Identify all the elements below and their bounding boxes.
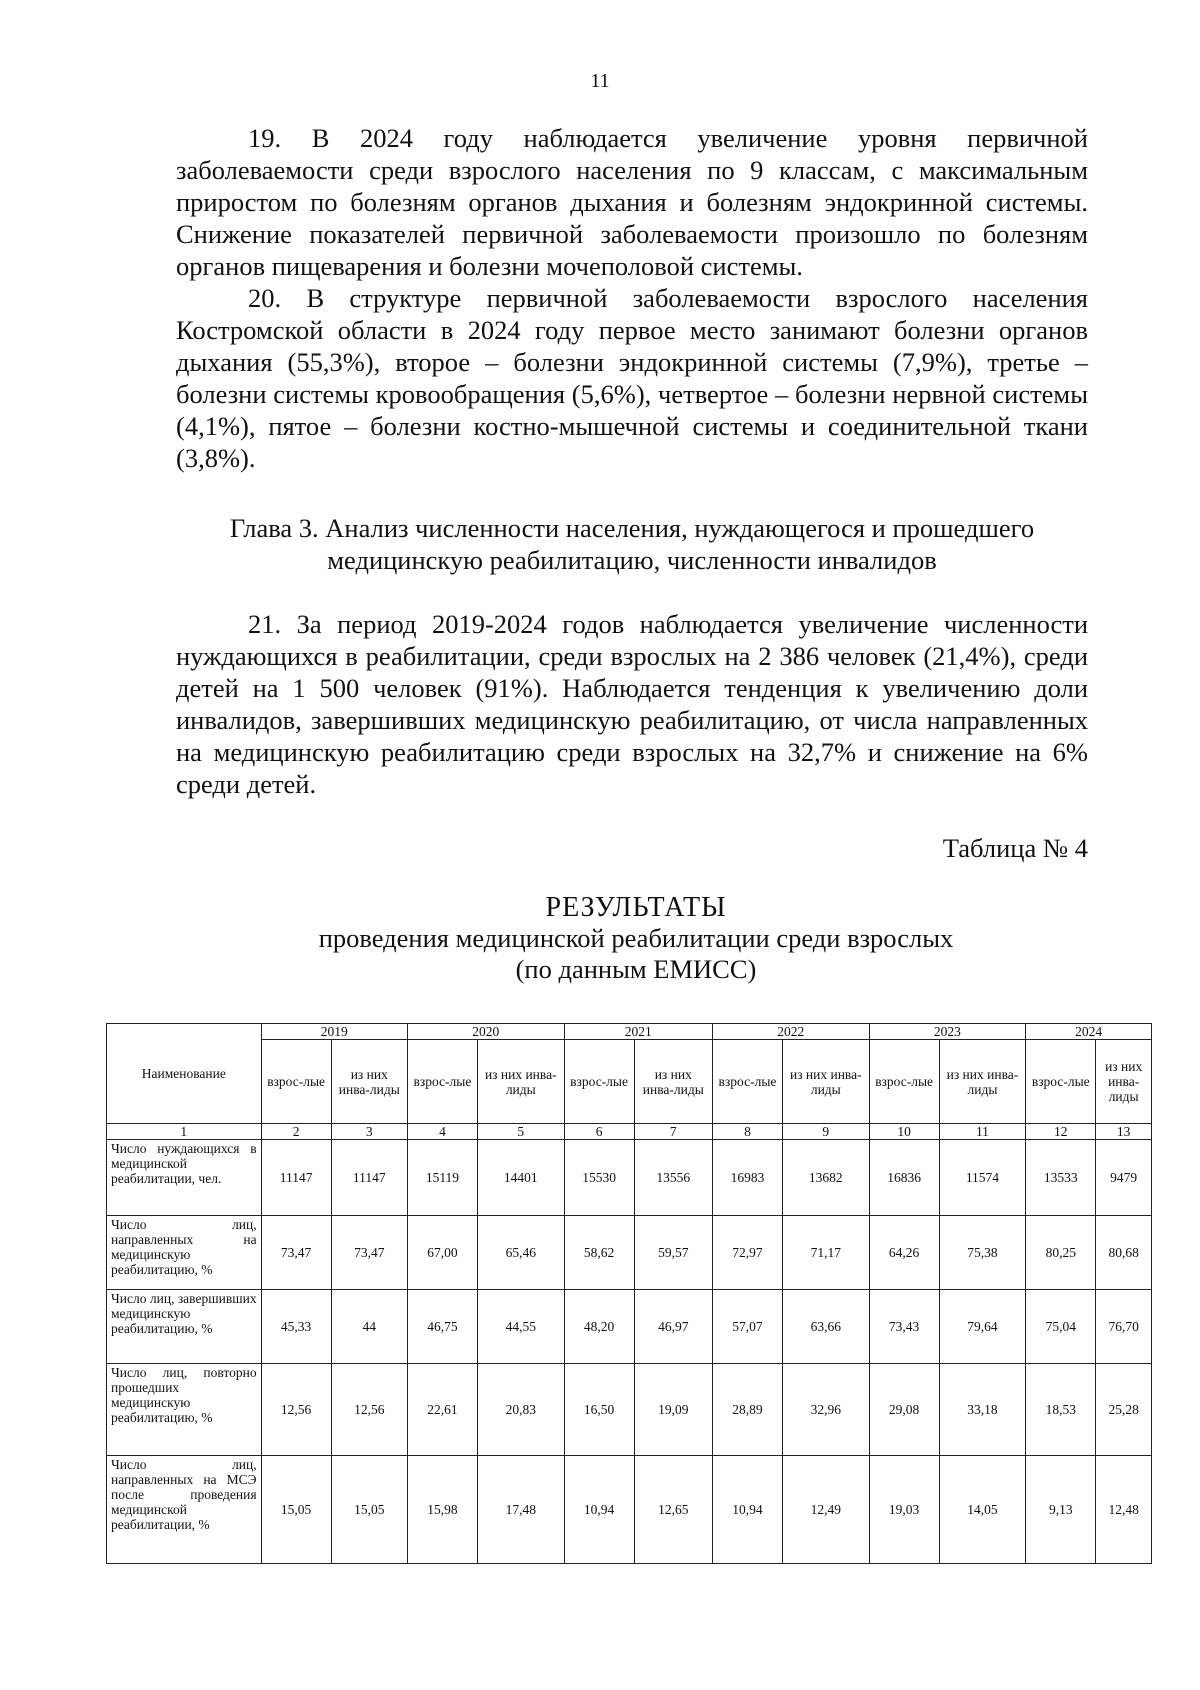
table-cell: 44 [331,1290,407,1364]
table-cell: 19,09 [634,1364,712,1456]
table-cell: 12,56 [331,1364,407,1456]
table-subheader-adults: взрос-лые [1026,1040,1096,1124]
table-cell: 9479 [1096,1140,1152,1216]
column-number: 11 [939,1124,1026,1140]
table-cell: 64,26 [869,1216,939,1290]
table-cell: 58,62 [564,1216,634,1290]
table-row [107,1216,1152,1290]
table-cell: 33,18 [939,1364,1026,1456]
table-cell: 15530 [564,1140,634,1216]
table-cell: 11574 [939,1140,1026,1216]
paragraphs-block-2 [176,608,1088,800]
row-name: Число лиц, направленных на медицинскую реабилитацию, % [107,1216,262,1290]
table-cell: 72,97 [712,1216,782,1290]
row-name: Число лиц, завершивших медицинскую реабилитацию, % [107,1290,262,1364]
column-number: 10 [869,1124,939,1140]
row-name: Число лиц, повторно прошедших медицинскую реабилитацию, % [107,1364,262,1456]
table-subheader-adults: взрос-лые [712,1040,782,1124]
column-number: 5 [477,1124,564,1140]
table-cell: 16836 [869,1140,939,1216]
table-cell: 15,05 [261,1456,331,1564]
results-table [106,1023,1152,1564]
table-cell: 28,89 [712,1364,782,1456]
table-header-year: 2022 [712,1024,869,1040]
table-subheader-adults: взрос-лые [261,1040,331,1124]
table-cell: 73,43 [869,1290,939,1364]
table-cell: 79,64 [939,1290,1026,1364]
table-label: Таблица № 4 [942,833,1088,863]
column-number: 2 [261,1124,331,1140]
table-subheader-row [107,1040,1152,1124]
table-cell: 19,03 [869,1456,939,1564]
table-cell: 67,00 [407,1216,477,1290]
table-header-year: 2024 [1026,1024,1152,1040]
table-subheader-disabled: из них инва-лиды [1096,1040,1152,1124]
table-header-year: 2023 [869,1024,1026,1040]
table-header-year: 2021 [564,1024,712,1040]
table-cell: 29,08 [869,1364,939,1456]
table-cell: 63,66 [783,1290,870,1364]
table-cell: 15,98 [407,1456,477,1564]
table-cell: 71,17 [783,1216,870,1290]
column-number: 12 [1026,1124,1096,1140]
table-cell: 14401 [477,1140,564,1216]
table-cell: 16983 [712,1140,782,1216]
column-number: 1 [107,1124,262,1140]
paragraph-21: 21. За период 2019-2024 годов наблюдается увеличение численности нуждающихся в реабилитации, среди взрослых на 2 386 человек (21,4%), среди детей на 1 500 человек (91%). Наблюдается тенденция к увеличению доли инвалидов, завершивших медицинскую реабилитацию, от числа направленных на медицинскую реабилитацию среди взрослых на 32,7% и снижение на 6% среди детей. [176,609,1088,799]
table-cell: 75,38 [939,1216,1026,1290]
table-subheader-disabled: из них инва-лиды [939,1040,1026,1124]
table-cell: 73,47 [261,1216,331,1290]
table-cell: 45,33 [261,1290,331,1364]
table-caption-line-1: проведения медицинской реабилитации среди взрослых [318,923,954,953]
table-cell: 14,05 [939,1456,1026,1564]
column-number: 9 [783,1124,870,1140]
column-number: 8 [712,1124,782,1140]
table-year-header-row [107,1024,1152,1040]
paragraph-20: 20. В структуре первичной заболеваемости взрослого населения Костромской области в 2024 году первое место занимают болезни органов дыхания (55,3%), второе – болезни эндокринной системы (7,9%), третье – болезни системы кровообращения (5,6%), четвертое – болезни нервной системы (4,1%), пятое – болезни костно-мышечной системы и соединительной ткани (3,8%). [176,283,1088,473]
table-cell: 59,57 [634,1216,712,1290]
table-subheader-adults: взрос-лые [564,1040,634,1124]
table-subheader-disabled: из них инва-лиды [634,1040,712,1124]
table-header-year: 2019 [261,1024,407,1040]
column-number: 4 [407,1124,477,1140]
table-cell: 57,07 [712,1290,782,1364]
chapter-heading-line-2: медицинскую реабилитацию, численности инвалидов [327,545,937,575]
table-caption-title: РЕЗУЛЬТАТЫ [545,892,727,923]
table-header-year: 2020 [407,1024,564,1040]
table-subheader-adults: взрос-лые [407,1040,477,1124]
table-row [107,1290,1152,1364]
table-subheader-disabled: из них инва-лиды [331,1040,407,1124]
table-caption [0,892,1200,985]
table-cell: 65,46 [477,1216,564,1290]
table-cell: 9,13 [1026,1456,1096,1564]
table-cell: 46,97 [634,1290,712,1364]
table-subheader-disabled: из них инва-лиды [477,1040,564,1124]
paragraph-19: 19. В 2024 году наблюдается увеличение уровня первичной заболеваемости среди взрослого населения по 9 классам, с максимальным приростом по болезням органов дыхания и болезням эндокринной системы. Снижение показателей первичной заболеваемости произошло по болезням органов пищеварения и болезни мочеполовой системы. [176,123,1088,281]
table-cell: 25,28 [1096,1364,1152,1456]
table-subheader-adults: взрос-лые [869,1040,939,1124]
column-number: 6 [564,1124,634,1140]
table-row [107,1456,1152,1564]
table-cell: 17,48 [477,1456,564,1564]
table-cell: 13682 [783,1140,870,1216]
table-cell: 13556 [634,1140,712,1216]
table-header-name: Наименование [107,1024,262,1124]
table-row [107,1140,1152,1216]
table-cell: 10,94 [712,1456,782,1564]
paragraphs-block-1 [176,122,1088,474]
column-number: 7 [634,1124,712,1140]
chapter-heading [176,512,1088,576]
table-cell: 10,94 [564,1456,634,1564]
table-cell: 80,25 [1026,1216,1096,1290]
table-cell: 12,56 [261,1364,331,1456]
table-cell: 15,05 [331,1456,407,1564]
table-caption-line-2: (по данным ЕМИСС) [515,954,757,984]
table-cell: 12,65 [634,1456,712,1564]
table-subheader-disabled: из них инва-лиды [783,1040,870,1124]
row-name: Число лиц, направленных на МСЭ после проведения медицинской реабилитации, % [107,1456,262,1564]
table-cell: 11147 [261,1140,331,1216]
table-cell: 73,47 [331,1216,407,1290]
table-cell: 18,53 [1026,1364,1096,1456]
table-row [107,1364,1152,1456]
chapter-heading-line-1: Глава 3. Анализ численности населения, нуждающегося и прошедшего [229,513,1035,543]
table-cell: 12,49 [783,1456,870,1564]
table-cell: 16,50 [564,1364,634,1456]
table-cell: 46,75 [407,1290,477,1364]
table-column-number-row [107,1124,1152,1140]
table-cell: 15119 [407,1140,477,1216]
table-cell: 48,20 [564,1290,634,1364]
page-number: 11 [590,70,610,92]
table-cell: 76,70 [1096,1290,1152,1364]
table-cell: 75,04 [1026,1290,1096,1364]
column-number: 13 [1096,1124,1152,1140]
column-number: 3 [331,1124,407,1140]
table-cell: 44,55 [477,1290,564,1364]
table-cell: 32,96 [783,1364,870,1456]
table-cell: 11147 [331,1140,407,1216]
row-name: Число нуждающихся в медицинской реабилитации, чел. [107,1140,262,1216]
table-cell: 13533 [1026,1140,1096,1216]
table-cell: 80,68 [1096,1216,1152,1290]
table-cell: 22,61 [407,1364,477,1456]
table-cell: 12,48 [1096,1456,1152,1564]
table-cell: 20,83 [477,1364,564,1456]
